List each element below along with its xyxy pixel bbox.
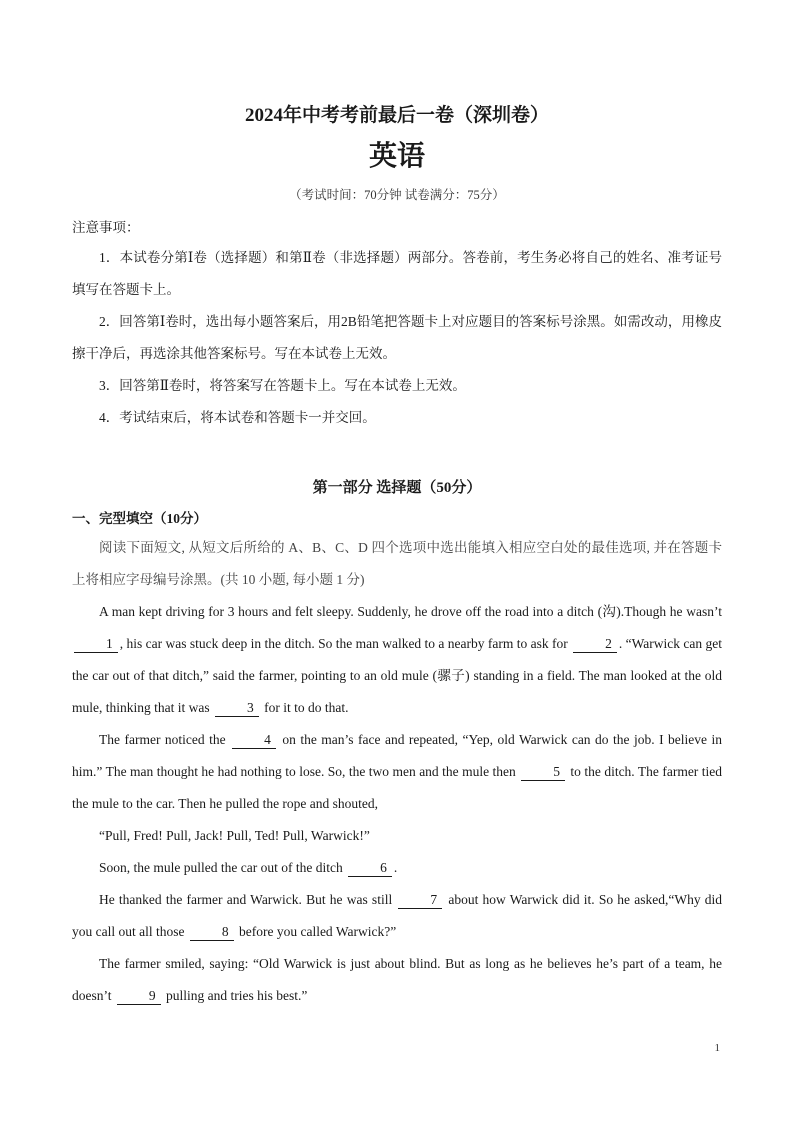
notice-item-3: 3．回答第Ⅱ卷时，将答案写在答题卡上。写在本试卷上无效。 bbox=[99, 378, 466, 393]
notice-heading: 注意事项： bbox=[72, 220, 140, 235]
passage-text: on the man’s face and repeated, “Yep, old Warwick can do the job. I believe in him.” The man thought he had nothing to lose. So, the two men and the mule then bbox=[72, 732, 723, 779]
passage-text: , his car was stuck deep in the ditch. So the man walked to a nearby farm to ask for bbox=[119, 636, 568, 651]
passage-text: to the ditch. The farmer tied the mule to the car. Then he pulled the rope and shouted, bbox=[72, 764, 722, 811]
passage-text: for it to do that. bbox=[264, 700, 349, 715]
blank-6: 6 bbox=[348, 860, 392, 877]
passage-paragraph bbox=[72, 948, 722, 1012]
page-number: 1 bbox=[714, 1042, 720, 1054]
blank-7: 7 bbox=[398, 892, 442, 909]
passage-text: The farmer smiled, saying: “Old Warwick is just about blind. But as long as he believes he’s part of a team, he doesn’t bbox=[72, 956, 722, 1003]
blank-3: 3 bbox=[215, 700, 259, 717]
section-title: 第一部分 选择题（50分） bbox=[312, 480, 482, 496]
blank-9: 9 bbox=[117, 988, 161, 1005]
passage-paragraph bbox=[72, 724, 722, 820]
notice-item-4: 4．考试结束后，将本试卷和答题卡一并交回。 bbox=[99, 410, 376, 425]
passage-paragraph bbox=[72, 852, 722, 884]
blank-5: 5 bbox=[521, 764, 565, 781]
passage-text: about how Warwick did it. So he asked,“Why did you call out all those bbox=[72, 892, 723, 939]
passage-text: pulling and tries his best.” bbox=[166, 988, 308, 1003]
passage-paragraph bbox=[72, 884, 722, 948]
subject-title: 英语 bbox=[368, 141, 425, 172]
exam-title: 2024年中考考前最后一卷（深圳卷） bbox=[244, 105, 549, 126]
passage-text: . bbox=[393, 860, 398, 875]
passage-paragraph: “Pull, Fred! Pull, Jack! Pull, Ted! Pull, Warwick!” bbox=[99, 828, 370, 843]
blank-1: 1 bbox=[74, 636, 118, 653]
passage-text: before you called Warwick?” bbox=[238, 924, 397, 939]
blank-4: 4 bbox=[232, 732, 276, 749]
passage-paragraph bbox=[72, 596, 722, 724]
part-title: 一、完型填空（10分） bbox=[72, 511, 207, 526]
instructions: 阅读下面短文, 从短文后所给的 A、B、C、D 四个选项中选出能填入相应空白处的最佳选项, 并在答题卡上将相应字母编号涂黑。(共 10 小题, 每小题 1 分) bbox=[72, 540, 722, 587]
passage-text: The farmer noticed the bbox=[99, 732, 226, 747]
passage bbox=[72, 596, 722, 1012]
passage-text: A man kept driving for 3 hours and felt sleepy. Suddenly, he drove off the road into a ditch (沟).Though he wasn’t bbox=[99, 604, 722, 619]
passage-text: . “Warwick can get the car out of that ditch,” said the farmer, pointing to an old mule (骡子) standing in a field. The man looked at the old mule, thinking that it was bbox=[72, 636, 723, 715]
exam-info: （考试时间：70分钟 试卷满分：75分） bbox=[289, 188, 505, 202]
blank-8: 8 bbox=[190, 924, 234, 941]
notice-item-2: 2．回答第Ⅰ卷时，选出每小题答案后，用2B铅笔把答题卡上对应题目的答案标号涂黑。如需改动，用橡皮擦干净后，再选涂其他答案标号。写在本试卷上无效。 bbox=[72, 314, 722, 361]
passage-text: Soon, the mule pulled the car out of the ditch bbox=[99, 860, 343, 875]
blank-2: 2 bbox=[573, 636, 617, 653]
notice-item-1: 1．本试卷分第Ⅰ卷（选择题）和第Ⅱ卷（非选择题）两部分。答卷前，考生务必将自己的姓名、准考证号填写在答题卡上。 bbox=[72, 250, 722, 297]
passage-text: He thanked the farmer and Warwick. But he was still bbox=[99, 892, 393, 907]
